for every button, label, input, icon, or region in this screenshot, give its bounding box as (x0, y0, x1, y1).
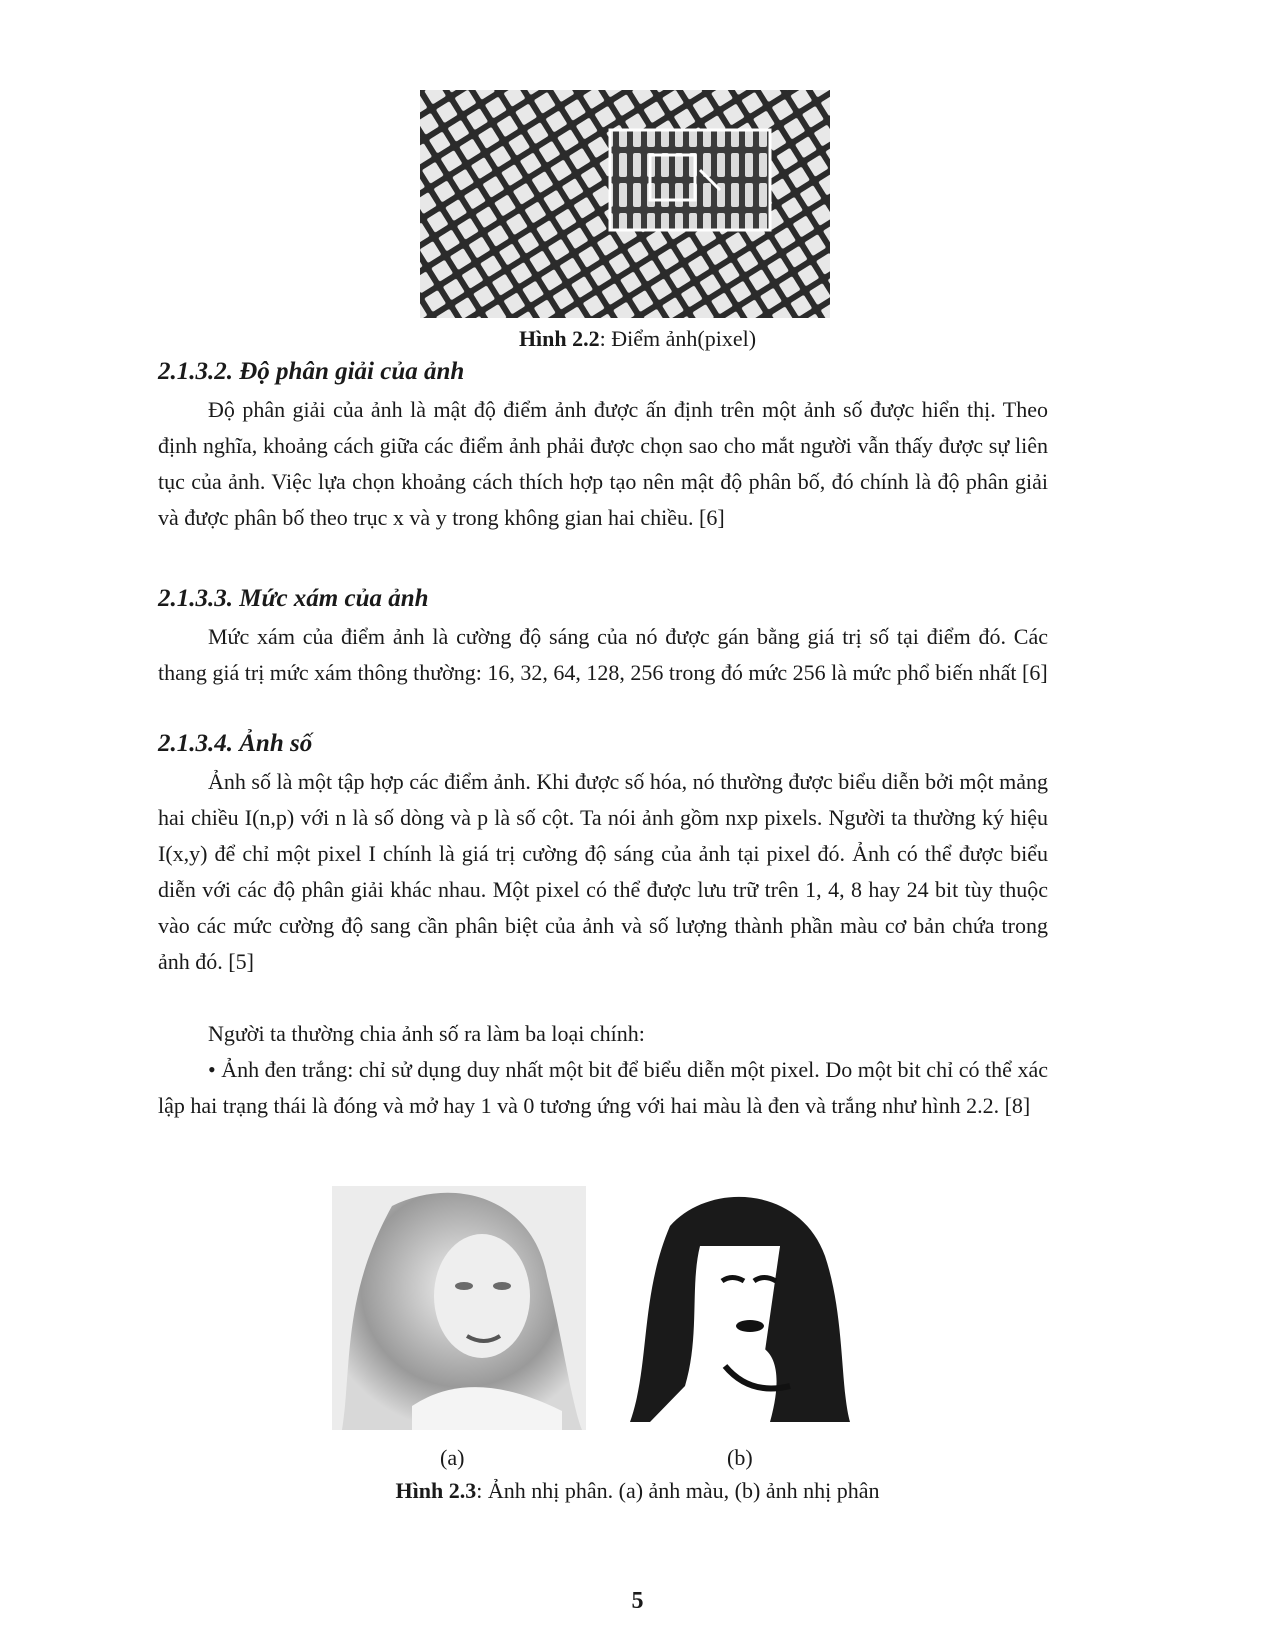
figure-2-2-caption (0, 326, 1275, 352)
paragraph-digital-image: Ảnh số là một tập hợp các điểm ảnh. Khi được số hóa, nó thường được biểu diễn bởi một mảng hai chiều I(n,p) với n là số dòng và p là số cột. Ta nói ảnh gồm nxp pixels. Người ta thường ký hiệu I(x,y) để chỉ một pixel I chính là giá trị cường độ sáng của ảnh tại pixel đó. Ảnh có thể được biểu diễn với các độ phân giải khác nhau. Một pixel có thể được lưu trữ trên 1, 4, 8 hay 24 bit tùy thuộc vào các mức cường độ sang cần phân biệt của ảnh và số lượng thành phần màu cơ bản chứa trong ảnh đó. [5] (158, 769, 1048, 974)
figure-2-3-caption-label: Hình 2.3 (395, 1478, 477, 1503)
portrait-binary-image (630, 1186, 854, 1422)
figure-label-b: (b) (727, 1445, 753, 1470)
figure-2-2-caption-label: Hình 2.2 (518, 326, 600, 351)
bullet-text: Ảnh đen trắng: chỉ sử dụng duy nhất một bit để biểu diễn một pixel. Do một bit chỉ có thể xác lập hai trạng thái là đóng và mở hay 1 và 0 tương ứng với hai màu là đen và trắng như hình 2.2. [8] (158, 1057, 1048, 1118)
figure-2-3-caption (0, 1478, 1275, 1504)
portrait-color-image (332, 1186, 586, 1430)
figure-label-a: (a) (440, 1445, 465, 1470)
page-number: 5 (631, 1588, 644, 1614)
pixel-grid-illustration (420, 90, 830, 318)
paragraph-image-types: Người ta thường chia ảnh số ra làm ba loại chính: (208, 1021, 645, 1046)
heading-gray-level: 2.1.3.3. Mức xám của ảnh (158, 585, 429, 612)
pixel-grid-figure (420, 90, 830, 318)
heading-digital-image: 2.1.3.4. Ảnh số (158, 730, 313, 757)
bullet-black-white (158, 1052, 1048, 1124)
heading-resolution: 2.1.3.2. Độ phân giải của ảnh (158, 358, 465, 385)
bullet-marker: • (208, 1057, 216, 1082)
figure-2-3-caption-text: : Ảnh nhị phân. (a) ảnh màu, (b) ảnh nhị phân (476, 1478, 880, 1503)
figure-2-2-caption-text: : Điểm ảnh(pixel) (599, 326, 757, 351)
paragraph-resolution: Độ phân giải của ảnh là mật độ điểm ảnh được ấn định trên một ảnh số được hiển thị. Theo định nghĩa, khoảng cách giữa các điểm ảnh phải được chọn sao cho mắt người vẫn thấy được sự liên tục của ảnh. Việc lựa chọn khoảng cách thích hợp tạo nên mật độ phân bố, đó chính là độ phân giải và được phân bố theo trục x và y trong không gian hai chiều. [6] (158, 397, 1048, 530)
portrait-grayscale-illustration (332, 1186, 586, 1430)
paragraph-gray-level: Mức xám của điểm ảnh là cường độ sáng của nó được gán bằng giá trị số tại điểm đó. Các thang giá trị mức xám thông thường: 16, 32, 64, 128, 256 trong đó mức 256 là mức phổ biến nhất [6] (158, 624, 1048, 685)
portrait-binary-illustration (630, 1186, 854, 1422)
